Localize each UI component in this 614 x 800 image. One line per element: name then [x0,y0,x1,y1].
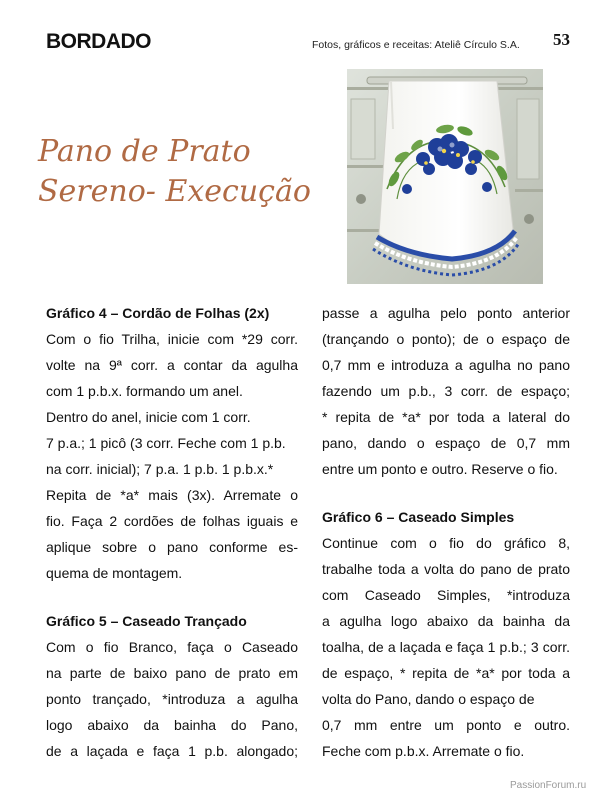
heading-grafico-5: Gráfico 5 – Caseado Trançado [46,613,247,629]
text-line: de espaço, * repita de *a* por toda a [322,665,570,681]
grafico-5-text [46,634,298,764]
grafico-5-continued-text [322,300,570,482]
text-line: fio. Faça 2 cordões de folhas iguais e [46,513,298,529]
text-line: quema de montagem. [46,565,183,581]
text-line: aplique sobre o pano conforme es- [46,539,298,555]
text-line: entre um ponto e outro. Reserve o fio. [322,461,558,477]
text-line: fazendo um p.b., 3 corr. de espaço; [322,383,570,399]
text-line: com 1 p.b.x. formando um anel. [46,383,243,399]
text-line: Com o fio Branco, faça o Caseado [46,639,298,655]
heading-grafico-6: Gráfico 6 – Caseado Simples [322,509,515,525]
text-line: Repita de *a* mais (3x). Arremate o [46,487,298,503]
photo-illustration [347,69,543,284]
grafico-4-text [46,326,298,586]
grafico-6-text [322,530,570,764]
credit-line: Fotos, gráficos e receitas: Ateliê Círculo S.A. [312,39,520,51]
text-line: pano, dando o espaço de 0,7 mm [322,435,570,451]
page-number: 53 [553,30,570,49]
text-line: passe a agulha pelo ponto anterior [322,305,570,321]
watermark: PassionForum.ru [510,780,587,791]
text-line: toalha, de a laçada e faça 1 p.b.; 3 corr. [322,639,570,655]
text-line: Dentro do anel, inicie com 1 corr. [46,409,251,425]
text-line: volte na 9ª corr. a contar da agulha [46,357,298,373]
text-line: * repita de *a* por toda a lateral do [322,409,570,425]
right-column [322,300,570,764]
text-line: logo abaixo da bainha do Pano, [46,717,298,733]
page-title [38,132,328,212]
text-line: Feche com p.b.x. Arremate o fio. [322,743,525,759]
text-line: 0,7 mm entre um ponto e outro. [322,717,570,733]
text-line: de a laçada e faça 1 p.b. alongado; [46,743,298,759]
text-line: com Caseado Simples, *introduza [322,587,570,603]
text-line: a agulha logo abaixo da bainha da [322,613,570,629]
text-line: (trançando o ponto); de o espaço de [322,331,570,347]
text-line: na corr. inicial); 7 p.a. 1 p.b. 1 p.b.x.* [46,461,274,477]
left-column [46,300,298,764]
title-line-1: Pano de Prato [38,134,251,169]
text-line: 7 p.a.; 1 picô (3 corr. Feche com 1 p.b. [46,435,286,451]
text-line: ponto trançado, *introduza a agulha [46,691,298,707]
text-line: trabalhe toda a volta do pano de prato [322,561,570,577]
text-line: na parte de baixo pano de prato em [46,665,298,681]
title-line-2: Sereno- Execução [38,174,311,209]
embroidered-dish-towel-photo [347,69,543,284]
text-line: 0,7 mm e introduza a agulha no pano [322,357,570,373]
heading-grafico-4: Gráfico 4 – Cordão de Folhas (2x) [46,305,270,321]
text-line: Continue com o fio do gráfico 8, [322,535,570,551]
text-line: volta do Pano, dando o espaço de [322,691,535,707]
section-label: BORDADO [46,30,151,53]
text-line: Com o fio Trilha, inicie com *29 corr. [46,331,298,347]
